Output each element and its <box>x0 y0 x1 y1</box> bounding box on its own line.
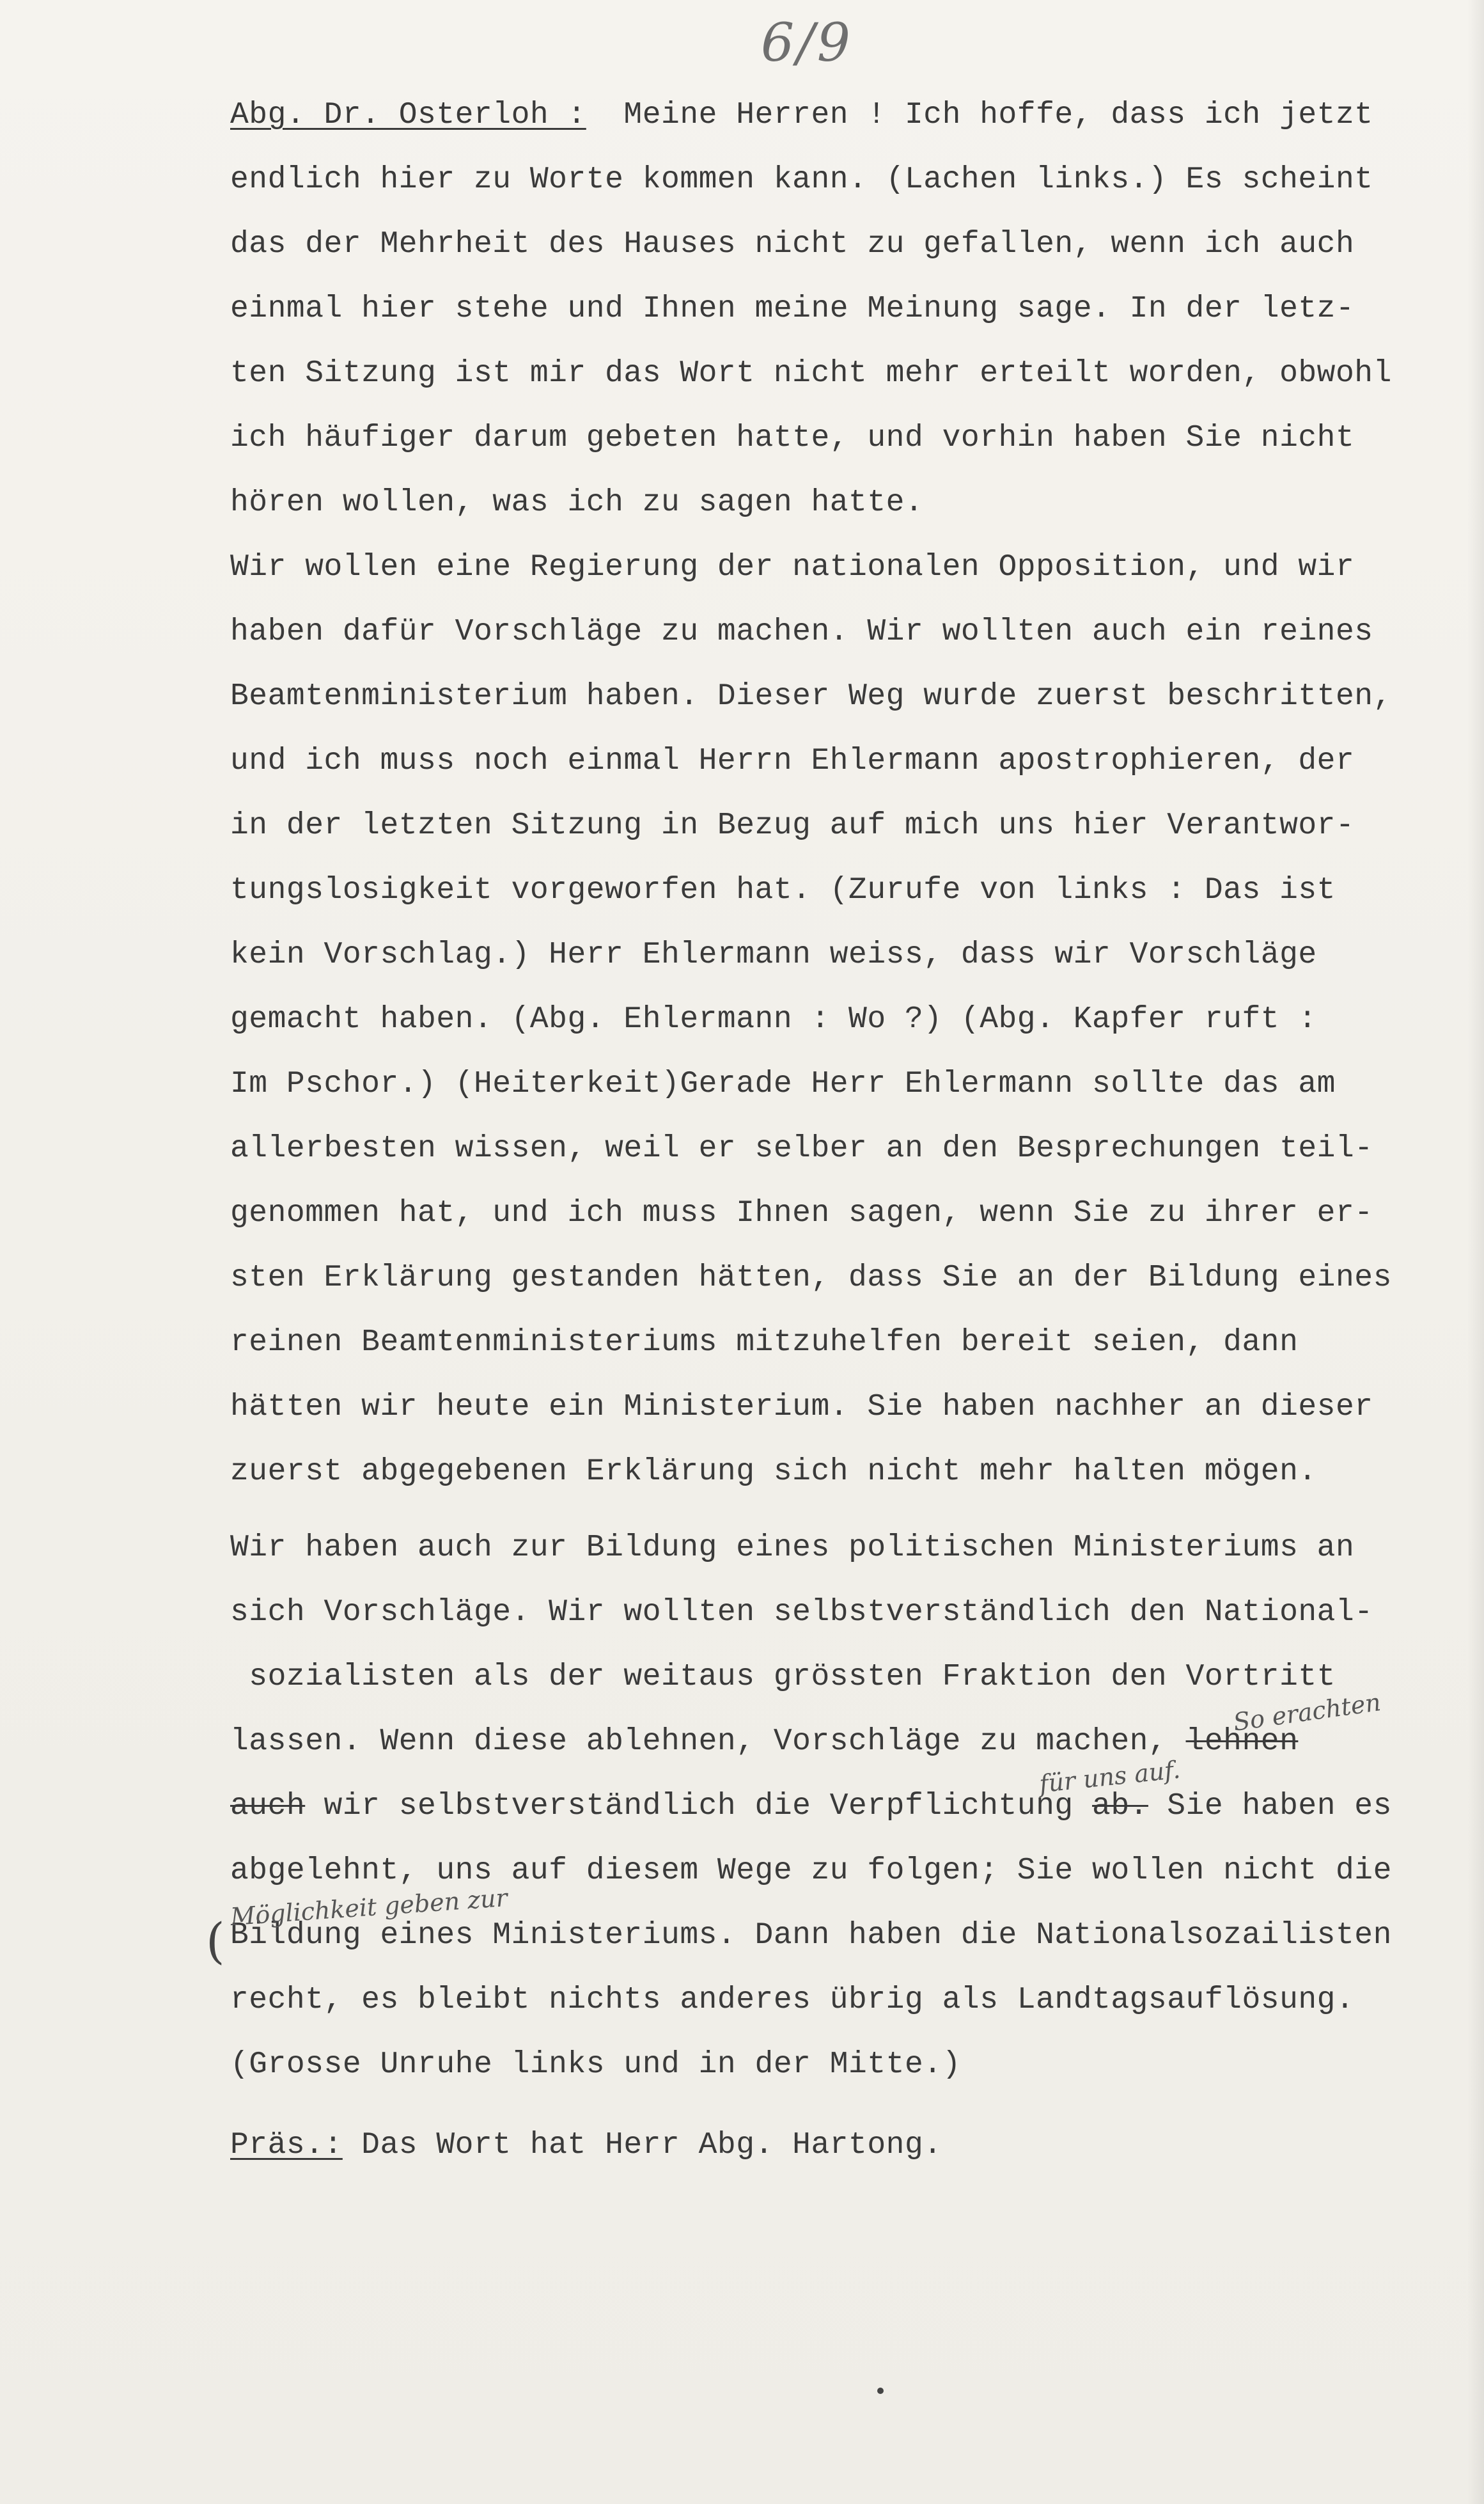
p2-line-15: zuerst abgegebenen Erklärung sich nicht mehr halten mögen. <box>230 1454 1317 1489</box>
page-dot-mark <box>877 2388 884 2394</box>
p3-line-2: sich Vorschläge. Wir wollten selbstverständlich den National- <box>230 1595 1373 1630</box>
p3-line-8: recht, es bleibt nichts anderes übrig als Landtagsauflösung. <box>230 1983 1355 2017</box>
p2-line-11: genommen hat, und ich muss Ihnen sagen, wenn Sie zu ihrer er- <box>230 1196 1373 1231</box>
p2-line-7: kein Vorschlag.) Herr Ehlermann weiss, dass wir Vorschläge <box>230 938 1317 972</box>
struck-word-ab: ab. <box>1092 1789 1148 1823</box>
p2-line-14: hätten wir heute ein Ministerium. Sie haben nachher an dieser <box>230 1390 1373 1424</box>
p3-line-1: Wir haben auch zur Bildung eines politischen Ministeriums an <box>230 1531 1355 1565</box>
page-folio: 6/9 <box>761 13 853 74</box>
struck-word-auch: auch <box>230 1789 306 1823</box>
p3-line-4: lassen. Wenn diese ablehnen, Vorschläge zu machen, lehnen <box>230 1724 1299 1759</box>
p2-line-10: allerbesten wissen, weil er selber an den Besprechungen teil- <box>230 1131 1373 1166</box>
p1-line-4: einmal hier stehe und Ihnen meine Meinung sage. In der letz- <box>230 292 1355 326</box>
p2-line-8: gemacht haben. (Abg. Ehlermann : Wo ?) (Abg. Kapfer ruft : <box>230 1002 1317 1037</box>
p3-line-9: (Grosse Unruhe links und in der Mitte.) <box>230 2047 961 2082</box>
p2-line-12: sten Erklärung gestanden hätten, dass Sie an der Bildung eines <box>230 1261 1392 1295</box>
p3-line-5: auch wir selbstverständlich die Verpflichtung ab. Sie haben es <box>230 1789 1392 1823</box>
p2-line-4: und ich muss noch einmal Herrn Ehlermann apostrophieren, der <box>230 744 1355 778</box>
p2-line-13: reinen Beamtenministeriums mitzuhelfen bereit seien, dann <box>230 1325 1299 1360</box>
p1-line-7: hören wollen, was ich zu sagen hatte. <box>230 485 924 520</box>
p2-line-1: Wir wollen eine Regierung der nationalen Opposition, und wir <box>230 550 1355 585</box>
speaker-osterloh: Abg. Dr. Osterloh : <box>230 98 586 132</box>
p2-line-6: tungslosigkeit vorgeworfen hat. (Zurufe von links : Das ist <box>230 873 1336 908</box>
p1-line-1: Abg. Dr. Osterloh : Meine Herren ! Ich hoffe, dass ich jetzt <box>230 98 1373 132</box>
speaker-praesident: Präs.: <box>230 2128 343 2162</box>
p1-line-2: endlich hier zu Worte kommen kann. (Lachen links.) Es scheint <box>230 162 1373 197</box>
struck-word-lehnen: lehnen <box>1185 1724 1299 1759</box>
p3-line-6: abgelehnt, uns auf diesem Wege zu folgen; Sie wollen nicht die <box>230 1854 1392 1888</box>
p2-line-9: Im Pschor.) (Heiterkeit)Gerade Herr Ehlermann sollte das am <box>230 1067 1336 1101</box>
p2-line-3: Beamtenministerium haben. Dieser Weg wurde zuerst beschritten, <box>230 679 1392 714</box>
handwritten-bracket: ( <box>206 1912 225 1969</box>
p1-line-6: ich häufiger darum gebeten hatte, und vorhin haben Sie nicht <box>230 421 1355 455</box>
handwritten-insert-3: Möglichkeit geben zur <box>229 1883 509 1932</box>
p3-line-3: sozialisten als der weitaus grössten Fraktion den Vortritt <box>230 1660 1336 1694</box>
p2-line-2: haben dafür Vorschläge zu machen. Wir wollten auch ein reines <box>230 615 1373 649</box>
p1-line-3: das der Mehrheit des Hauses nicht zu gefallen, wenn ich auch <box>230 227 1355 262</box>
p1-line-5: ten Sitzung ist mir das Wort nicht mehr erteilt worden, obwohl <box>230 356 1392 391</box>
p2-line-5: in der letzten Sitzung in Bezug auf mich uns hier Verantwor- <box>230 808 1355 843</box>
handwritten-insert-2: für uns auf. <box>1038 1755 1182 1799</box>
page-edge-shadow <box>1467 0 1484 2504</box>
p4-line-1: Präs.: Das Wort hat Herr Abg. Hartong. <box>230 2128 942 2162</box>
handwritten-insert-1: So erachten <box>1231 1688 1383 1736</box>
p3-line-7: Bildung eines Ministeriums. Dann haben die Nationalsozailisten <box>230 1918 1392 1953</box>
